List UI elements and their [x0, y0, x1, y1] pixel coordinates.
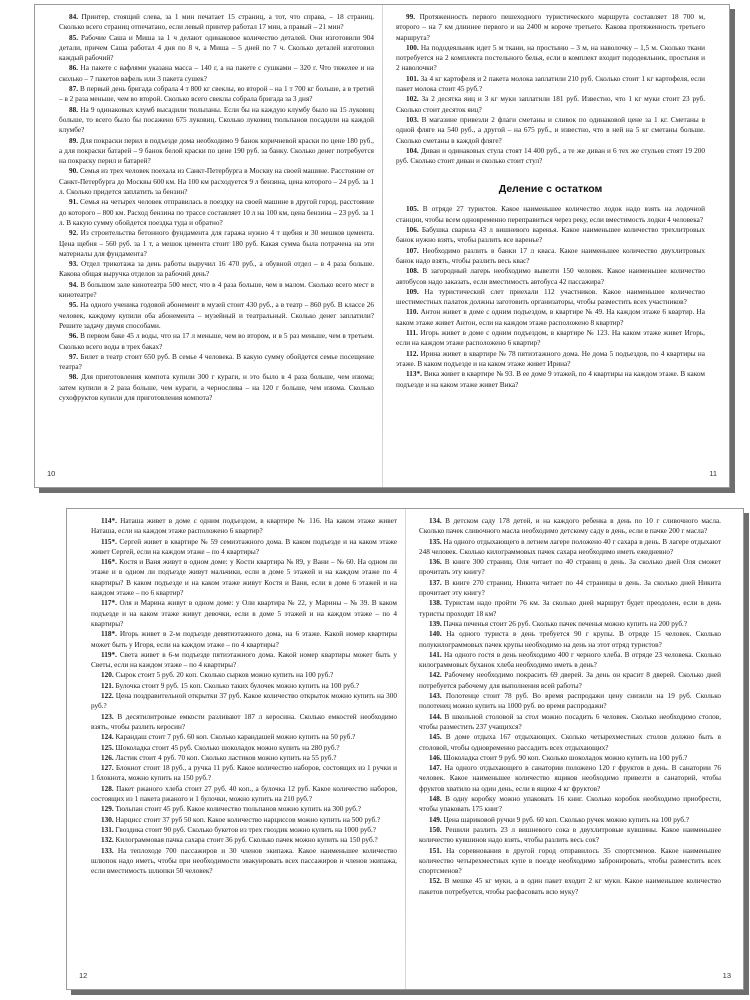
problem-number: 107. [406, 246, 419, 255]
problem-text: В загородный лагерь необходимо вывезти 150 человек. Какое наименьшее количество автобусов надо заказать, если вместимость автобуса 42 пассажира? [396, 267, 706, 286]
problem-text: В магазине привезли 2 флаги сметаны и сливок по одинаковой цене за 1 кг. Сметаны в одной фляге на 540 руб., а другой – на 675 руб., и известно, что в ней на 5 кг сметаны больше. Сколько сметаны в каждой фляге? [396, 115, 706, 145]
problem-number: 135. [429, 537, 442, 546]
problem-item [91, 670, 397, 680]
problem-text: Билет в театр стоит 650 руб. В семье 4 человека. В какую сумму обойдется семье посещение театра? [59, 352, 375, 372]
problem-item [91, 835, 397, 845]
problem-text: Диван и одинаковых стула стоят 14 400 руб., а те же диван и 6 тех же стульев стоят 19 200 руб. Сколько стоит диван и сколько стоит стул? [396, 146, 705, 166]
page-10 [35, 5, 382, 487]
problem-list-division [396, 204, 705, 389]
problem-text: Необходимо разлить в банки 17 л кваса. Какое наименьшее количество двухлитровых банок надо взять, чтобы разлить весь квас? [396, 246, 705, 265]
problem-item [419, 825, 721, 846]
problem-number: 126. [101, 753, 114, 762]
problem-text: Ирина живет в квартире № 78 пятиэтажного дома. Не дома 5 подъездов, по 4 квартиры на этаже. В каком подъезде и на каком этаже живет Ирина? [396, 349, 705, 368]
problem-text: На одного ученика годовой абонемент в музей стоит 430 руб., а в театр – 860 руб. В классе 26 человек, каждому купили оба абонемента – музейный и театральный. Сколько денег заплатили? Решите задачу двумя способами. [59, 301, 374, 330]
problem-item [91, 743, 397, 753]
problem-text: В книге 300 страниц. Оля читает по 40 страниц в день. За сколько дней Оля сможет прочитать эту книгу? [419, 558, 721, 577]
problem-item [91, 815, 397, 825]
problem-text: Света живет в 6-м подъезде пятиэтажного дома. Какой номер квартиры может быть у Светы, если на каждом этаже – по 4 квартиры? [91, 650, 397, 670]
problem-number: 114*. [101, 517, 117, 525]
problem-text: На одного отдыхающего в санатории положено 120 г фруктов в день. В санатории 76 человек. Какое наименьшее количество ящиков необходимо привезти в санаторий, чтобы фруктов хватило на один день, если в ящике 4 кг фруктов? [419, 764, 722, 793]
problem-text: В первом баке 45 л воды, что на 17 л меньше, чем во втором, и в 5 раз меньше, чем в третьем. Сколько всего воды в трех баках? [59, 332, 374, 351]
problem-number: 95. [69, 301, 79, 310]
problem-text: В отряде 27 туристов. Какое наименьшее количество лодок надо взять на лодочной станции, чтобы всем одновременно переправиться через реку, если вместимость лодки 4 человека? [396, 205, 705, 224]
problem-number: 116*. [101, 558, 117, 567]
problem-text: В книге 270 страниц. Никита читает по 44 страницы в день. За сколько дней Никита прочитает эту книгу? [419, 578, 721, 598]
problem-number: 89. [69, 136, 79, 145]
problem-text: Пакет ржаного хлеба стоит 27 руб. 40 коп., а булочка 12 руб. Какое количество наборов, состоящих из 1 пакета ржаного и 1 булочки, можно купить на 210 руб.? [91, 784, 398, 804]
problem-item [396, 266, 705, 287]
problem-item [419, 578, 721, 599]
problem-number: 105. [406, 205, 419, 214]
problem-list [419, 516, 721, 897]
problem-text: Нарцисс стоит 37 руб 50 коп. Какое количество нарциссов можно купить на 500 руб.? [115, 815, 381, 824]
problem-item [59, 84, 374, 105]
page-number: 13 [722, 970, 731, 980]
problem-number: 97. [69, 352, 79, 361]
problem-item [396, 246, 705, 267]
problem-item [396, 307, 705, 328]
problem-item [419, 670, 721, 691]
problem-item [419, 516, 721, 537]
problem-item [59, 63, 374, 84]
problem-number: 106. [406, 226, 419, 235]
problem-number: 110. [406, 308, 419, 317]
problem-item [396, 287, 705, 308]
problem-item [59, 331, 374, 352]
problem-number: 142. [429, 671, 442, 680]
problem-number: 101. [406, 74, 419, 83]
problem-text: Туристам надо пройти 76 км. За сколько дней маршрут будет преодолен, если в день туристы проходят 18 км? [419, 599, 722, 618]
problem-text: Шоколадка стоит 9 руб. 90 коп. Сколько шоколадок можно купить на 100 руб.? [443, 753, 688, 762]
problem-text: Пачка печенья стоит 26 руб. Сколько пачек печенья можно купить на 200 руб.? [443, 619, 688, 628]
problem-item [91, 825, 397, 835]
problem-item [419, 712, 721, 733]
problem-item [396, 328, 705, 349]
problem-item [419, 619, 721, 629]
problem-number: 100. [406, 43, 419, 52]
problem-list [59, 12, 374, 403]
problem-number: 149. [429, 815, 442, 824]
problem-item [91, 629, 397, 650]
problem-number: 96. [69, 332, 79, 341]
problem-number: 136. [429, 558, 442, 567]
problem-item [419, 753, 721, 763]
problem-item [396, 146, 705, 167]
problem-number: 91. [69, 198, 79, 207]
problem-text: Ластик стоит 4 руб. 70 коп. Сколько ластиков можно купить на 55 руб.? [115, 753, 337, 762]
problem-number: 118*. [101, 630, 117, 639]
problem-text: В первый день бригада собрала 4 т 800 кг свеклы, во второй – на 1 т 700 кг больше, а в третий – в 2 раза меньше, чем во второй. Сколько всего свеклы собрала бригада за 3 дня? [59, 85, 375, 104]
problem-number: 84. [69, 13, 79, 21]
problem-item [419, 537, 721, 558]
problem-text: Бабушка сварила 43 л вишневого варенья. Какое наименьшее количество трехлитровых банок нужно взять, чтобы разлить все варенье? [396, 226, 706, 245]
problem-text: На 9 одинаковых клумб высадили тюльпаны. Если бы на каждую клумбу было на 15 луковиц больше, то всего было бы посажено 675 луковиц. Сколько луковиц тюльпанов посадили на каждой клумбе? [59, 105, 374, 135]
problem-item [59, 352, 374, 373]
problem-text: Сырок стоит 5 руб. 20 коп. Сколько сырков можно купить на 100 руб.? [115, 671, 334, 680]
problem-text: Для приготовления компота купили 300 г кураги, и это было в 4 раза больше, чем изюма; затем купили в 2 раза больше, чем кураги, а черносливa – на 120 г больше, чем изюма. Сколько сухофруктов купили для приготовления компота? [59, 373, 375, 402]
problem-item [419, 650, 721, 671]
problem-number: 150. [429, 825, 442, 834]
problem-number: 143. [429, 692, 442, 701]
problem-number: 129. [101, 805, 114, 814]
problem-item [59, 197, 374, 228]
problem-number: 146. [429, 753, 442, 762]
problem-item [396, 225, 705, 246]
problem-item [59, 33, 374, 64]
problem-item [396, 94, 705, 115]
problem-number: 88. [69, 105, 79, 114]
page-number: 10 [47, 468, 56, 478]
problem-item [396, 115, 705, 146]
problem-number: 93. [69, 260, 79, 269]
page-number: 11 [709, 468, 717, 478]
problem-text: В мешке 45 кг муки, а в один пакет входит 2 кг муки. Какое наименьшее количество пакетов потребуется, чтобы расфасовать всю муку? [419, 877, 722, 896]
problem-number: 102. [406, 95, 419, 104]
problem-item [91, 598, 397, 629]
problem-item [59, 228, 374, 259]
problem-text: На одного гостя в день необходимо 400 г черного хлеба. В отряде 23 человека. Сколько килограммовых буханок хлеба необходимо иметь в день? [419, 650, 721, 670]
problem-number: 103. [406, 115, 419, 124]
problem-item [396, 12, 705, 43]
problem-text: Игорь живет в доме с одним подъездом, в квартире № 123. На каком этаже живет Игорь, если на каждом этаже расположено 6 квартир? [396, 329, 705, 348]
problem-number: 122. [101, 692, 114, 701]
problem-number: 115*. [101, 537, 117, 546]
problem-item [419, 815, 721, 825]
problem-item [91, 650, 397, 671]
problem-text: Оля и Марина живут в одном доме: у Оли квартира № 22, у Марины – № 39. В каком подъезде и на каком этаже живут девочки, если в доме 5 этажей и на каждом этаже – по 4 квартиры? [91, 599, 398, 628]
problem-text: На пакете с вафлями указана масса – 140 г, а на пакете с сушками – 320 г. Что тяжелее и на сколько – 7 пакетов вафель или 3 пакета сушек? [59, 64, 375, 83]
problem-text: В детском саду 178 детей, и на каждого ребенка в день по 10 г сливочного масла. Сколько пачек сливочного масла необходимо детскому саду в день, если в пачке 200 г масла? [419, 517, 721, 536]
problem-number: 133. [101, 846, 114, 855]
problem-text: Цена поздравительной открытки 37 руб. Какое количество открыток можно купить на 300 руб.? [91, 692, 397, 711]
problem-text: Костя и Ваня живут в одном доме: у Кости квартира № 89, у Вани – № 60. На одном ли этаже и в одном ли подъезде живут мальчики, если в доме 5 этажей и на каждом этаже по 4 квартиры? В каком подъезде и на каком этаже живут Костя и Ваня, если в доме 6 этажей и на каждом этаже – по 6 квартир? [91, 558, 397, 598]
problem-number: 90. [69, 167, 79, 176]
problem-list [91, 516, 397, 876]
problem-text: Из строительства бетонного фундамента для гаража нужно 4 т щебня и 30 мешков цемента. Цена щебня – 560 руб. за 1 т, а мешок цемента стоит 180 руб. Какая сумма была потрачена на эти материалы для фундамента? [59, 229, 375, 258]
problem-number: 138. [429, 599, 442, 608]
problem-item [59, 280, 374, 301]
problem-number: 94. [69, 280, 79, 289]
problem-item [396, 204, 705, 225]
problem-item [419, 598, 721, 619]
problem-text: Семья из трех человек поехала из Санкт-Петербурга в Москву на своей машине. Расстояние от Санкт-Петербурга до Москвы 600 км. На 100 км расходуется 9 л бензина, цена которого – 24 руб. за 1 л. Сколько придется заплатить за бензин? [59, 167, 375, 197]
problem-number: 123. [101, 712, 114, 721]
problem-text: На пододеяльник идет 5 м ткани, на простыню – 3 м, на наволочку – 1,5 м. Сколько ткани потребуется на 2 комплекта постельного белья, если в комплект входит пододеяльник, простыня и 2 наволочки? [396, 43, 705, 73]
problem-number: 87. [69, 85, 79, 94]
problem-text: За 4 кг картофеля и 2 пакета молока заплатили 210 руб. Сколько стоит 1 кг картофеля, если пакет молока стоит 45 руб.? [396, 74, 706, 94]
problem-item [419, 763, 721, 794]
problem-item [59, 372, 374, 403]
problem-text: В десятилитровые емкости разливают 187 л керосина. Сколько емкостей необходимо взять, чтобы разлить керосин? [91, 712, 397, 731]
problem-number: 125. [101, 743, 114, 752]
problem-text: На туристический слет приехали 112 участников. Какое наименьшее количество шестиместных палаток должны заготовить организаторы, чтобы разместить всех участников? [396, 287, 706, 307]
problem-number: 139. [429, 619, 442, 628]
problem-number: 99. [406, 13, 416, 21]
problem-text: Рабочему необходимо покрасить 69 дверей. За день он красит 8 дверей. Сколько дней потребуется рабочему для выполнения всей работы? [419, 671, 721, 690]
problem-number: 111. [406, 329, 418, 338]
problem-number: 141. [429, 650, 442, 659]
problem-text: Сергей живет в квартире № 59 семиэтажного дома. В каком подъезде и на каком этаже живет Сергей, если на каждом этаже – по 4 квартиры? [91, 537, 397, 556]
problem-text: Тюльпан стоит 45 руб. Какое количество тюльпанов можно купить на 300 руб.? [115, 805, 362, 814]
problem-text: На одного туриста в день требуется 90 г крупы. В отряде 15 человек. Сколько полукилограммовых пачек крупы необходимо на день на этот отряд туристов? [419, 630, 721, 649]
problem-number: 120. [101, 671, 114, 680]
problem-text: Семья на четырех человек отправилась в поездку на своей машине в другой город, расстояние до которого – 800 км. Расход бензина по трассе составляет 10 л на 100 км, цена бензина – 23 руб. за 1 л. В какую сумму обойдется поездка туда и обратно? [59, 198, 375, 227]
problem-text: В одну коробку можно упаковать 16 книг. Сколько коробок необходимо приобрести, чтобы упаковать 175 книг? [419, 795, 722, 814]
problem-text: В доме отдыха 167 отдыхающих. Сколько четырехместных столов должно быть в столовой, чтобы одновременно рассадить всех отдыхающих? [419, 733, 722, 752]
problem-number: 132. [101, 836, 114, 845]
page-13 [405, 509, 743, 989]
problem-item [419, 629, 721, 650]
problem-text: Карандаш стоит 7 руб. 60 коп. Сколько карандашей можно купить на 50 руб.? [115, 733, 356, 742]
problem-text: Протяженность первого пешеходного туристического маршрута составляет 18 700 м, второго – на 7 км длиннее первого и на 2400 м короче третьего. Какова протяженность третьего маршрута? [396, 13, 706, 42]
problem-number: 131. [101, 825, 114, 834]
problem-item [59, 259, 374, 280]
problem-text: Гвоздика стоит 90 руб. Сколько букетов из трех гвоздик можно купить на 1000 руб.? [115, 825, 376, 834]
problem-number: 151. [429, 846, 442, 855]
problem-number: 127. [101, 764, 114, 773]
book-spread-top [34, 4, 730, 488]
problem-text: Антон живет в доме с одним подъездом, в квартире № 49. На каждом этаже 6 квартир. На каком этаже живет Антон, если на каждом этаже расположено 8 квартир? [396, 308, 706, 327]
problem-number: 119*. [101, 650, 117, 659]
problem-item [91, 537, 397, 558]
problem-text: Килограммовая пачка сахара стоит 36 руб. Сколько пачек можно купить на 150 руб.? [115, 836, 378, 845]
problem-number: 85. [69, 33, 79, 42]
problem-number: 98. [69, 373, 79, 382]
problem-number: 128. [101, 784, 114, 793]
problem-item [91, 681, 397, 691]
problem-item [419, 557, 721, 578]
problem-text: Решили разлить 23 л вишневого сока в двухлитровые кувшины. Какое наименьшее количество кувшинов надо взять, чтобы разлить весь сок? [419, 825, 721, 845]
problem-item [419, 846, 721, 877]
problem-number: 140. [429, 630, 442, 639]
problem-item [419, 691, 721, 712]
problem-item [91, 804, 397, 814]
problem-item [396, 74, 705, 95]
problem-number: 134. [429, 517, 442, 525]
problem-item [419, 876, 721, 897]
problem-number: 147. [429, 764, 442, 773]
problem-number: 86. [69, 64, 79, 73]
problem-item [59, 12, 374, 33]
problem-item [91, 784, 397, 805]
problem-item [91, 753, 397, 763]
problem-item [59, 166, 374, 197]
problem-text: Полотенце стоит 78 руб. Во время распродажи цену снизили на 19 руб. Сколько полотенец можно купить на 1000 руб. во время распродажи? [419, 692, 722, 711]
problem-text: Для покраски перил в подъезде дома необходимо 9 банок коричневой краски по цене 180 руб., а для покраски батарей – 9 банок белой краски по цене 190 руб. за банку. Сколько денег потребуется на покраску перил и батарей? [59, 136, 374, 166]
problem-item [396, 43, 705, 74]
problem-item [59, 136, 374, 167]
problem-number: 92. [69, 229, 79, 238]
problem-text: Рабочие Саша и Миша за 1 ч делают одинаковое количество деталей. Они изготовили 904 детали, причем Саша работал 4 дня по 8 ч, а Миша – 5 дней по 7 ч. Сколько деталей изготовил каждый рабочий? [59, 33, 374, 63]
problem-number: 108. [406, 267, 419, 276]
problem-text: Шоколадка стоит 45 руб. Сколько шоколадок можно купить на 280 руб.? [115, 743, 340, 752]
problem-number: 137. [429, 578, 442, 587]
problem-text: Принтер, стоящий слева, за 1 мин печатает 15 страниц, а тот, что справа, – 18 страниц. Сколько всего страниц отпечатано, если левый принтер работал 17 мин, а правый – 21 мин? [59, 13, 375, 32]
problem-list [396, 12, 705, 166]
problem-item [419, 794, 721, 815]
problem-number: 148. [429, 795, 442, 804]
problem-item [91, 712, 397, 733]
problem-number: 130. [101, 815, 114, 824]
problem-item [91, 846, 397, 877]
problem-number: 104. [406, 146, 419, 155]
section-heading: Деление с остатком [498, 183, 603, 196]
problem-item [91, 691, 397, 712]
problem-number: 124. [101, 733, 114, 742]
problem-text: Цена шариковой ручки 9 руб. 60 коп. Сколько ручек можно купить на 100 руб.? [443, 815, 690, 824]
problem-item [91, 516, 397, 537]
problem-item [59, 105, 374, 136]
problem-text: На теплоходе 700 пассажиров и 30 членов экипажа. Какое наименьшее количество шлюпок надо иметь, чтобы при необходимости эвакуировать всех пассажиров и членов экипажа, если вместимость шлюпки 50 человек? [91, 846, 398, 876]
problem-text: За 2 десятка яиц и 3 кг муки заплатили 181 руб. Известно, что 1 кг муки стоит 23 руб. Сколько стоит десяток яиц? [396, 95, 706, 114]
problem-number: 152. [429, 877, 442, 886]
problem-text: На соревнования в другой город отправилось 35 спортсменов. Какое наименьшее количество четырехместных купе в поезде необходимо забронировать, чтобы разместить всех спортсменов? [419, 846, 721, 876]
problem-item [59, 300, 374, 331]
problem-number: 145. [429, 733, 442, 742]
page-number: 12 [79, 970, 88, 980]
problem-number: 121. [101, 681, 114, 690]
problem-text: В большом зале кинотеатра 500 мест, что в 4 раза больше, чем в малом. Сколько всего мест в кинотеатре? [59, 280, 374, 300]
problem-number: 117*. [101, 599, 117, 608]
problem-item [91, 732, 397, 742]
problem-text: На одного отдыхающего в летнем лагере положено 40 г сахара в день. В лагере отдыхают 248 человек. Сколько килограммовых пачек сахара необходимо иметь ежедневно? [419, 537, 721, 556]
problem-item [396, 349, 705, 370]
problem-number: 109. [406, 287, 419, 296]
problem-text: Вика живет в квартире № 93. В ее доме 9 этажей, по 4 квартиры на каждом этаже. В каком подъезде и на каком этаже живет Вика? [396, 370, 705, 389]
problem-number: 112. [406, 349, 419, 358]
problem-item [419, 732, 721, 753]
problem-text: В школьной столовой за стол можно посадить 6 человек. Сколько необходимо столов, чтобы разместить 237 учащихся? [419, 712, 722, 731]
problem-text: Игорь живет в 2-м подъезде девятиэтажного дома, на 6 этаже. Какой номер квартиры может быть у Игоря, если на каждом этаже – по 4 квартиры? [91, 630, 398, 649]
book-spread-bottom [66, 508, 744, 990]
problem-text: Булочка стоит 9 руб. 15 коп. Сколько таких булочек можно купить на 100 руб.? [115, 681, 360, 690]
problem-item [91, 763, 397, 784]
problem-text: Отдел трикотажа за день работы выручил 16 470 руб., а обувной отдел – в 4 раза больше. Какова общая выручка отделов за рабочий день? [59, 260, 375, 279]
problem-text: Блокнот стоит 18 руб., а ручка 11 руб. Какое количество наборов, состоящих из 1 ручки и 1 блокнота, можно купить на 150 руб.? [91, 764, 397, 783]
problem-text: Наташа живет в доме с одним подъездом, в квартире № 116. На каком этаже живет Наташа, если на каждом этаже расположено 6 квартир? [91, 517, 398, 536]
problem-item [396, 369, 705, 390]
problem-number: 113*. [406, 370, 422, 379]
problem-item [91, 557, 397, 598]
page-11 [382, 5, 729, 487]
page-12 [67, 509, 405, 989]
problem-number: 144. [429, 712, 442, 721]
